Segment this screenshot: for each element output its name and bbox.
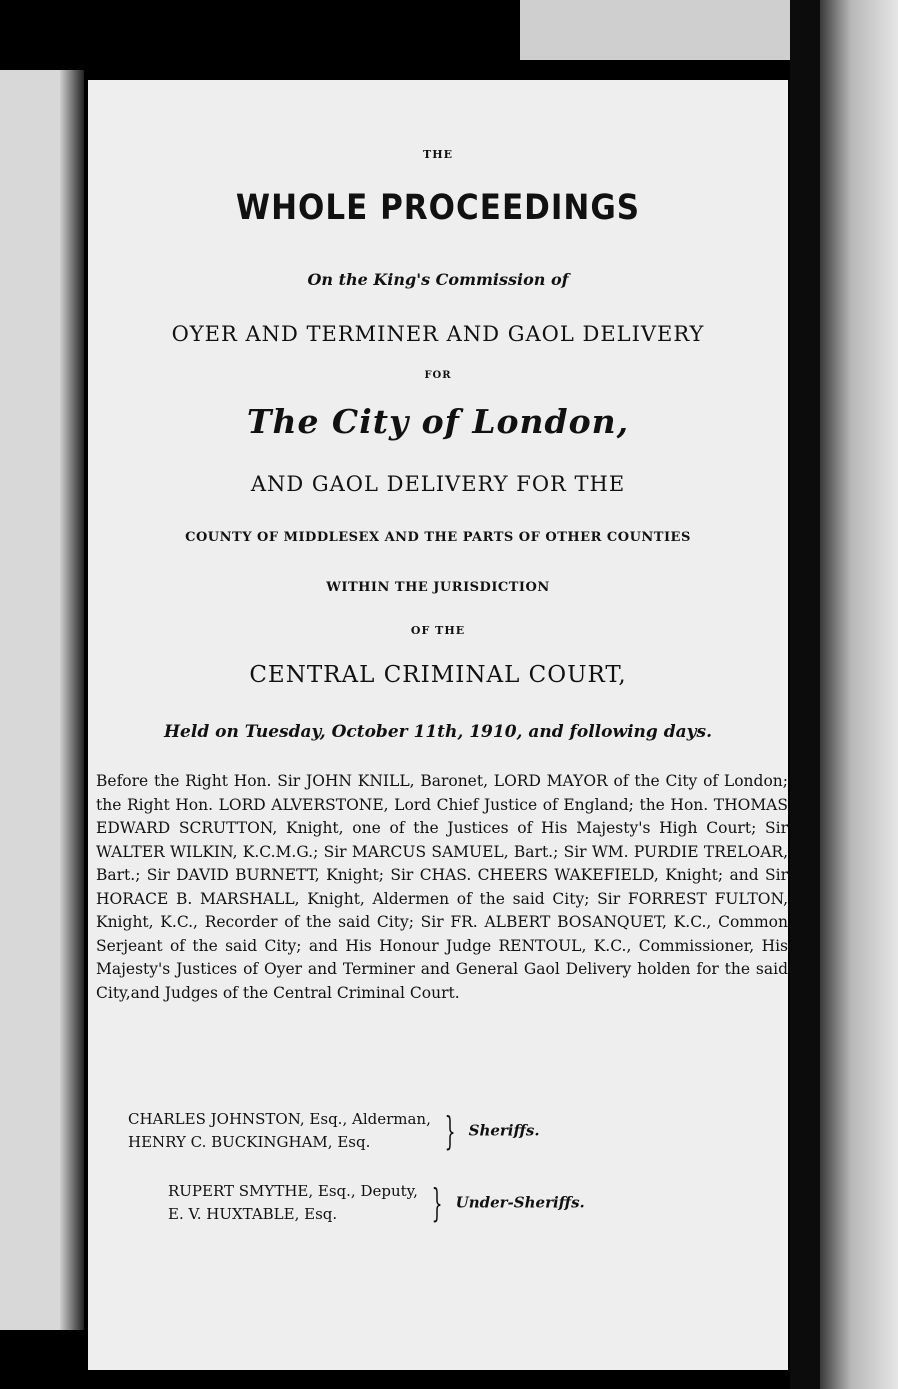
page-edge-shadow (790, 0, 820, 1389)
top-margin (520, 0, 820, 60)
title-page (88, 80, 788, 1370)
sheriffs-label: Sheriffs. (468, 1121, 540, 1140)
brace-glyph: } (444, 1109, 456, 1153)
sheriffs-names (128, 1108, 431, 1154)
under-sheriffs-label: Under-Sheriffs. (455, 1193, 585, 1212)
city-of-london: The City of London, (246, 402, 630, 441)
under-sheriffs-block (168, 1180, 585, 1226)
sheriff-1: CHARLES JOHNSTON, Esq., Alderman, (128, 1110, 431, 1128)
gaol-delivery-line: AND GAOL DELIVERY FOR THE (250, 472, 626, 496)
brace-glyph: } (431, 1181, 443, 1225)
right-background (820, 0, 898, 1389)
county-line: COUNTY OF MIDDLESEX AND THE PARTS OF OTHER COUNTIES (185, 530, 691, 545)
of-the-line: OF THE (410, 624, 466, 637)
held-date-line: Held on Tuesday, October 11th, 1910, and following days. (164, 722, 712, 742)
book-gutter (60, 70, 84, 1330)
sheriff-2: HENRY C. BUCKINGHAM, Esq. (128, 1133, 371, 1151)
jurisdiction-line: WITHIN THE JURISDICTION (326, 580, 550, 595)
for-line: FOR (424, 370, 452, 381)
oyer-terminer-line: OYER AND TERMINER AND GAOL DELIVERY (171, 322, 705, 346)
commission-line: On the King's Commission of (307, 270, 569, 289)
the-heading: THE (423, 148, 453, 161)
sheriffs-block (128, 1108, 540, 1154)
under-sheriff-2: E. V. HUXTABLE, Esq. (168, 1205, 338, 1223)
under-sheriff-1: RUPERT SMYTHE, Esq., Deputy, (168, 1182, 418, 1200)
under-sheriffs-names (168, 1180, 418, 1226)
judges-paragraph: Before the Right Hon. Sir JOHN KNILL, Baronet, LORD MAYOR of the City of London; the Right Hon. LORD ALVERSTONE, Lord Chief Justice of England; the Hon. THOMAS EDWARD SCRUTTON, Knight, one of the Justices of His Majesty's High Court; Sir WALTER WILKIN, K.C.M.G.; Sir MARCUS SAMUEL, Bart.; Sir WM. PURDIE TRELOAR, Bart.; Sir DAVID BURNETT, Knight; Sir CHAS. CHEERS WAKEFIELD, Knight; and Sir HORACE B. MARSHALL, Knight, Aldermen of the said City; Sir FORREST FULTON, Knight, K.C., Recorder of the said City; Sir FR. ALBERT BOSANQUET, K.C., Common Serjeant of the said City; and His Honour Judge RENTOUL, K.C., Commissioner, His Majesty's Justices of Oyer and Terminer and General Gaol Delivery holden for the said City,and Judges of the Central Criminal Court. (96, 772, 788, 1002)
main-title: WHOLE PROCEEDINGS (235, 187, 641, 229)
court-name: CENTRAL CRIMINAL COURT, (249, 662, 627, 688)
